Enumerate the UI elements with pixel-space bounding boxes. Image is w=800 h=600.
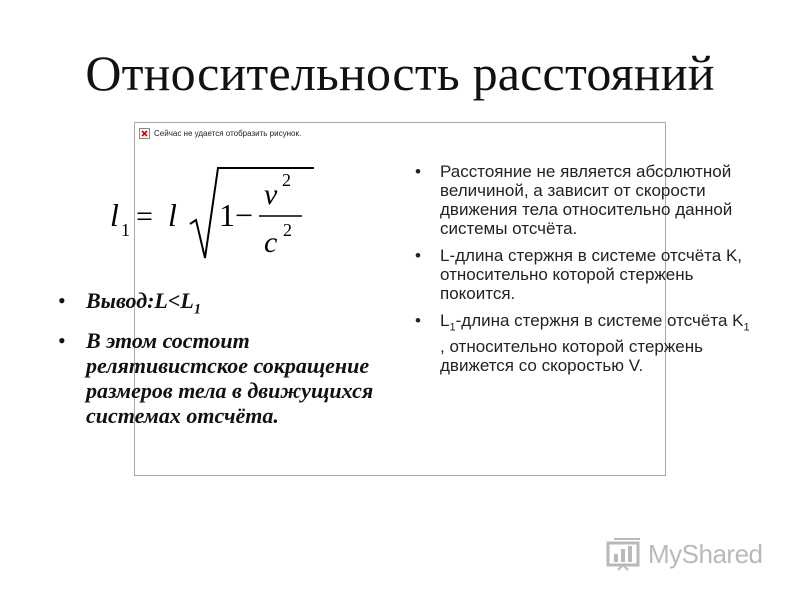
formula-equals: = — [136, 200, 153, 233]
definition-moving-suffix: , относительно которой стержень движется со скоростью V. — [440, 337, 703, 376]
list-item — [413, 246, 758, 303]
slide-title: Относительность расстояний — [85, 45, 715, 101]
list-item — [56, 288, 376, 322]
broken-image-icon — [139, 128, 150, 139]
bullet: • — [415, 162, 421, 181]
formula-lhs-sub: 1 — [121, 220, 130, 240]
definition-distance: Расстояние не является абсолютной величиной, а зависит от скорости движения тела относительно данной системы отсчёта. — [440, 162, 733, 238]
list-item — [56, 328, 376, 428]
bullet: • — [58, 328, 66, 354]
bullet: • — [58, 288, 66, 313]
formula-rhs: l — [168, 197, 177, 233]
broken-image-notice — [139, 126, 301, 140]
bullet: • — [415, 311, 421, 330]
myshared-watermark — [606, 536, 763, 572]
formula-numerator: v — [264, 178, 278, 211]
conclusion-description: В этом состоит релятивистское сокращение размеров тела в движущихся системах отсчёта. — [86, 328, 374, 429]
formula-one-minus: 1− — [219, 197, 254, 233]
formula-lhs: l — [110, 197, 119, 233]
definition-moving-prefix: L — [440, 311, 450, 330]
definition-moving-sub: 1 — [449, 321, 456, 334]
definitions-list — [413, 162, 758, 383]
conclusion-text: Вывод:L<L — [86, 288, 194, 313]
definition-rest-length: L-длина стержня в системе отсчёта K, относительно которой стержень покоится. — [440, 246, 743, 303]
length-contraction-formula — [106, 160, 316, 270]
definition-moving-sub2: 1 — [743, 321, 750, 334]
formula-numerator-exp: 2 — [282, 170, 291, 190]
formula-denominator: c — [264, 226, 278, 259]
myshared-logo-text: MyShared — [648, 538, 763, 569]
definition-moving-mid: -длина стержня в системе отсчёта K — [455, 311, 744, 330]
broken-image-text: Сейчас не удается отобразить рисунок. — [154, 128, 302, 138]
conclusion-list — [56, 288, 376, 434]
list-item — [413, 311, 758, 375]
bullet: • — [415, 246, 421, 265]
list-item — [413, 162, 758, 238]
myshared-logo-icon — [606, 537, 644, 571]
formula-denominator-exp: 2 — [283, 220, 292, 240]
conclusion-sub: 1 — [193, 301, 201, 318]
